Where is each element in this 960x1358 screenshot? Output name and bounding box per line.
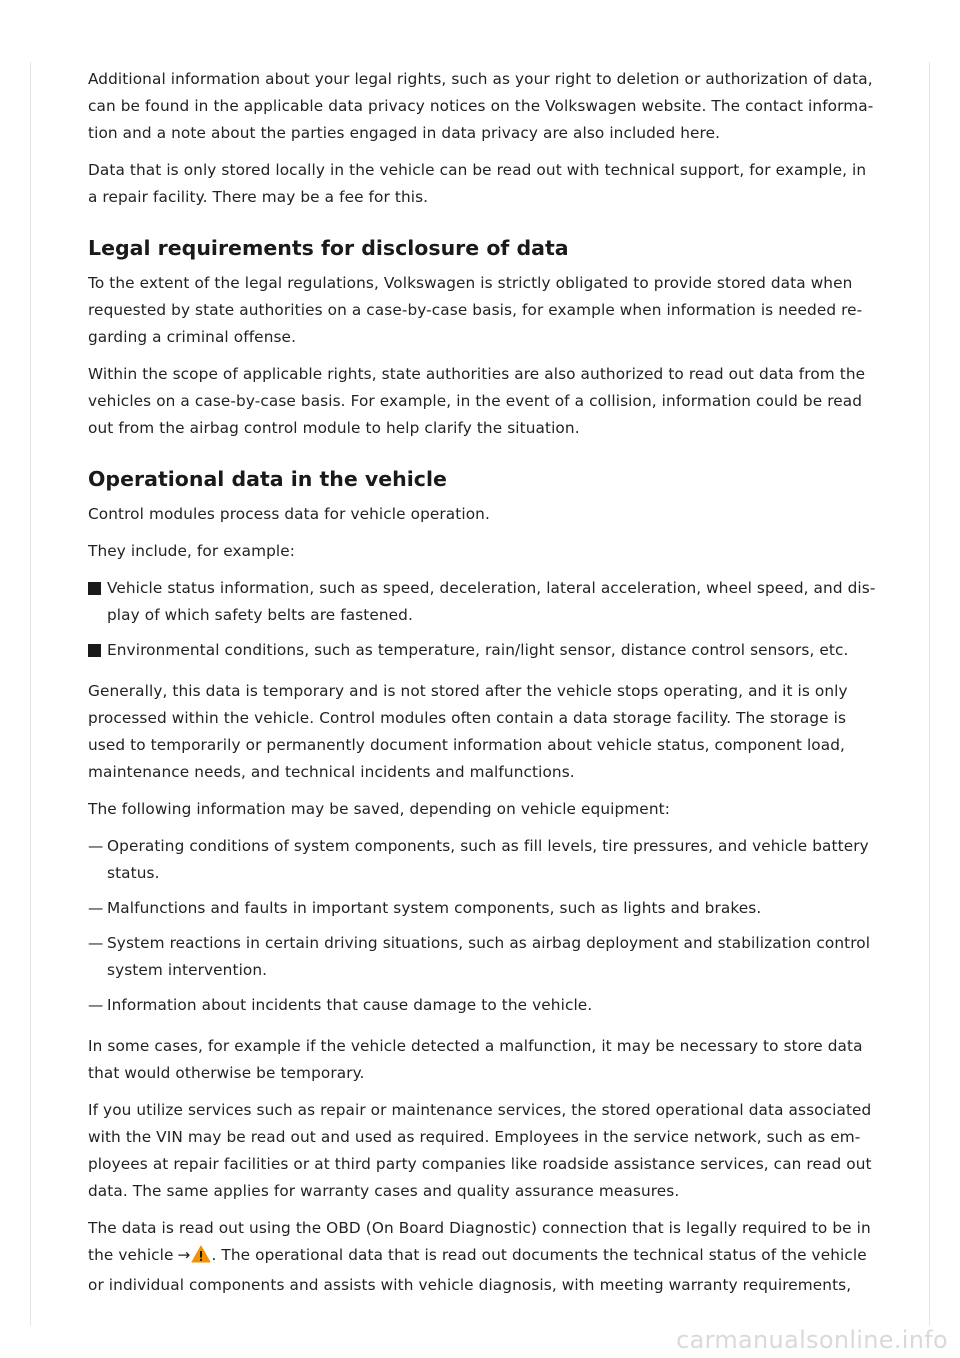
- obd-text-after: . The operational data that is read out documents the technical status of the vehicle or individual components and assists with vehicle diagnosis, with meeting warranty requirements,: [88, 1246, 867, 1294]
- legal-paragraph-2: Within the scope of applicable rights, state authorities are also authorized to read out data from the vehicles on a case-by-case basis. For example, in the event of a collision, information could be read out from the airbag control module to help clarify the situation.: [88, 365, 866, 437]
- operational-paragraph-3: Generally, this data is temporary and is not stored after the vehicle stops operating, and it is only processed within the vehicle. Control modules often contain a data storage facility. The storage is used to temporarily or permanently document information about vehicle status, component load, maintenance needs, and technical incidents and malfunctions.: [88, 682, 848, 781]
- bullet-item-vehicle-status: Vehicle status information, such as speed, deceleration, lateral acceleration, wheel speed, and dis-play of which safety belts are fastened.: [88, 575, 878, 629]
- operational-paragraph-4: The following information may be saved, depending on vehicle equipment:: [88, 800, 670, 818]
- operational-paragraph-1: Control modules process data for vehicle operation.: [88, 505, 490, 523]
- intro-paragraph-1: Additional information about your legal rights, such as your right to deletion or authorization of data, can be found in the applicable data privacy notices on the Volkswagen website. The contact informa-tion and a note about the parties engaged in data privacy are also included here.: [88, 70, 874, 142]
- operational-paragraph-5: In some cases, for example if the vehicle detected a malfunction, it may be necessary to store data that would otherwise be temporary.: [88, 1037, 863, 1082]
- dash-list: [88, 833, 878, 1019]
- heading-legal-requirements: Legal requirements for disclosure of data: [88, 236, 569, 260]
- legal-paragraph-1: To the extent of the legal regulations, Volkswagen is strictly obligated to provide stored data when requested by state authorities on a case-by-case basis, for example when information is needed re-garding a criminal offense.: [88, 274, 863, 346]
- operational-paragraph-7: [88, 1215, 878, 1299]
- dash-item-system-reactions: — System reactions in certain driving situations, such as airbag deployment and stabilization control system intervention.: [88, 930, 878, 984]
- dash-item-operating-conditions: — Operating conditions of system components, such as fill levels, tire pressures, and vehicle battery status.: [88, 833, 878, 887]
- document-content: [88, 66, 878, 1309]
- bullet-item-environmental: Environmental conditions, such as temperature, rain/light sensor, distance control sensors, etc.: [88, 637, 878, 664]
- operational-paragraph-6: If you utilize services such as repair or maintenance services, the stored operational data associated with the VIN may be read out and used as required. Employees in the service network, such as em-ployees at repair facilities or at third party companies like roadside assistance services, can read out data. The same applies for warranty cases and quality assurance measures.: [88, 1101, 872, 1200]
- obd-text-before: The data is read out using the OBD (On Board Diagnostic) connection that is legally required to be in the vehicle: [88, 1219, 871, 1264]
- intro-paragraph-2: Data that is only stored locally in the vehicle can be read out with technical support, for example, in a repair facility. There may be a fee for this.: [88, 161, 867, 206]
- warning-triangle-icon[interactable]: [191, 1245, 211, 1272]
- dash-item-malfunctions: — Malfunctions and faults in important system components, such as lights and brakes.: [88, 895, 878, 922]
- page-margin-left: [30, 62, 31, 1326]
- watermark: carmanualsonline.info: [676, 1326, 948, 1354]
- cross-reference-arrow[interactable]: →: [177, 1246, 191, 1264]
- heading-operational-data: Operational data in the vehicle: [88, 467, 447, 491]
- page-margin-right: [929, 62, 930, 1326]
- operational-paragraph-2: They include, for example:: [88, 542, 296, 560]
- dash-item-incidents: — Information about incidents that cause damage to the vehicle.: [88, 992, 878, 1019]
- square-bullet-list: [88, 575, 878, 664]
